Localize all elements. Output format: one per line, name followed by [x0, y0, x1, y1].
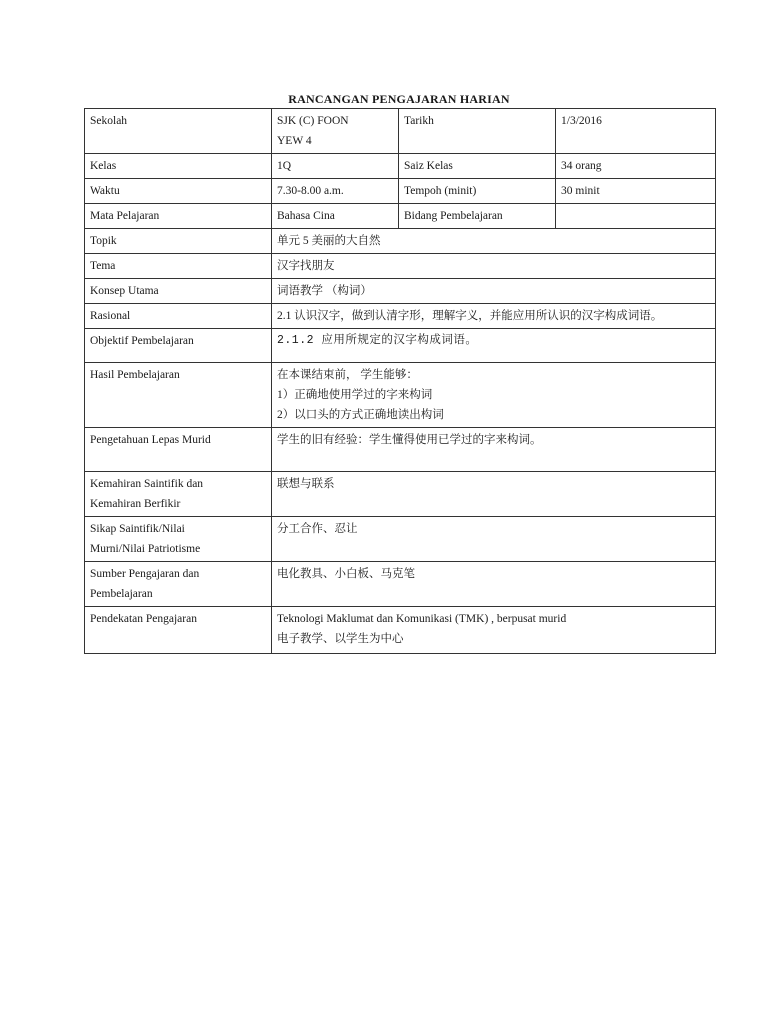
- label-waktu: Waktu: [85, 179, 272, 204]
- row-kemahiran: [85, 472, 716, 517]
- hasil-line-2: 1）正确地使用学过的字来构词: [277, 389, 433, 401]
- label-mata-pelajaran: Mata Pelajaran: [85, 204, 272, 229]
- value-sekolah: [272, 109, 399, 154]
- row-hasil-pembelajaran: [85, 363, 716, 428]
- label-sikap-line2: Murni/Nilai Patriotisme: [90, 543, 201, 555]
- value-tarikh: 1/3/2016: [556, 109, 716, 154]
- hasil-line-1: 在本课结束前， 学生能够：: [277, 369, 418, 381]
- lesson-plan-table: [84, 108, 716, 654]
- value-sikap: 分工合作、忍让: [272, 517, 716, 562]
- label-sumber: [85, 562, 272, 607]
- label-tarikh: Tarikh: [399, 109, 556, 154]
- value-konsep-utama: 词语教学 （构词）: [272, 279, 716, 304]
- value-tempoh: 30 minit: [556, 179, 716, 204]
- row-waktu: [85, 179, 716, 204]
- label-pendekatan: Pendekatan Pengajaran: [85, 607, 272, 654]
- pendekatan-line-2: 电子教学、以学生为中心: [277, 633, 404, 645]
- label-sumber-line1: Sumber Pengajaran dan: [90, 568, 200, 580]
- value-kelas: 1Q: [272, 154, 399, 179]
- label-sikap: [85, 517, 272, 562]
- value-waktu: 7.30-8.00 a.m.: [272, 179, 399, 204]
- label-rasional: Rasional: [85, 304, 272, 329]
- row-sumber: [85, 562, 716, 607]
- row-pendekatan: [85, 607, 716, 654]
- label-kelas: Kelas: [85, 154, 272, 179]
- label-tema: Tema: [85, 254, 272, 279]
- value-mata-pelajaran: Bahasa Cina: [272, 204, 399, 229]
- row-pengetahuan-lepas: [85, 428, 716, 472]
- row-topik: [85, 229, 716, 254]
- label-tempoh: Tempoh (minit): [399, 179, 556, 204]
- label-kemahiran-line2: Kemahiran Berfikir: [90, 498, 181, 510]
- value-pengetahuan-lepas: 学生的旧有经验：学生懂得使用已学过的字来构词。: [272, 428, 716, 472]
- pendekatan-line-1: Teknologi Maklumat dan Komunikasi (TMK) , berpusat murid: [277, 613, 567, 625]
- value-sekolah-line2: YEW 4: [277, 135, 312, 147]
- row-konsep-utama: [85, 279, 716, 304]
- label-objektif: Objektif Pembelajaran: [85, 329, 272, 363]
- value-objektif: 2.1.2 应用所规定的汉字构成词语。: [272, 329, 716, 363]
- value-hasil-pembelajaran: [272, 363, 716, 428]
- label-topik: Topik: [85, 229, 272, 254]
- label-sikap-line1: Sikap Saintifik/Nilai: [90, 523, 185, 535]
- document-title: RANCANGAN PENGAJARAN HARIAN: [288, 92, 510, 106]
- row-tema: [85, 254, 716, 279]
- label-hasil-pembelajaran: Hasil Pembelajaran: [85, 363, 272, 428]
- label-kemahiran-line1: Kemahiran Saintifik dan: [90, 478, 204, 490]
- label-kemahiran: [85, 472, 272, 517]
- value-saiz-kelas: 34 orang: [556, 154, 716, 179]
- value-rasional: 2.1 认识汉字，做到认清字形，理解字义，并能应用所认识的汉字构成词语。: [272, 304, 716, 329]
- row-mata-pelajaran: [85, 204, 716, 229]
- value-bidang-pembelajaran: [556, 204, 716, 229]
- label-pengetahuan-lepas: Pengetahuan Lepas Murid: [85, 428, 272, 472]
- label-konsep-utama: Konsep Utama: [85, 279, 272, 304]
- row-sekolah: [85, 109, 716, 154]
- row-objektif: [85, 329, 716, 363]
- value-topik: 单元 5 美丽的大自然: [272, 229, 716, 254]
- label-sumber-line2: Pembelajaran: [90, 588, 153, 600]
- value-sekolah-line1: SJK (C) FOON: [277, 115, 349, 127]
- row-rasional: [85, 304, 716, 329]
- row-sikap: [85, 517, 716, 562]
- label-sekolah: Sekolah: [85, 109, 272, 154]
- row-kelas: [85, 154, 716, 179]
- value-kemahiran: 联想与联系: [272, 472, 716, 517]
- value-tema: 汉字找朋友: [272, 254, 716, 279]
- hasil-line-3: 2）以口头的方式正确地读出构词: [277, 409, 444, 421]
- value-sumber: 电化教具、小白板、马克笔: [272, 562, 716, 607]
- value-pendekatan: [272, 607, 716, 654]
- label-bidang-pembelajaran: Bidang Pembelajaran: [399, 204, 556, 229]
- label-saiz-kelas: Saiz Kelas: [399, 154, 556, 179]
